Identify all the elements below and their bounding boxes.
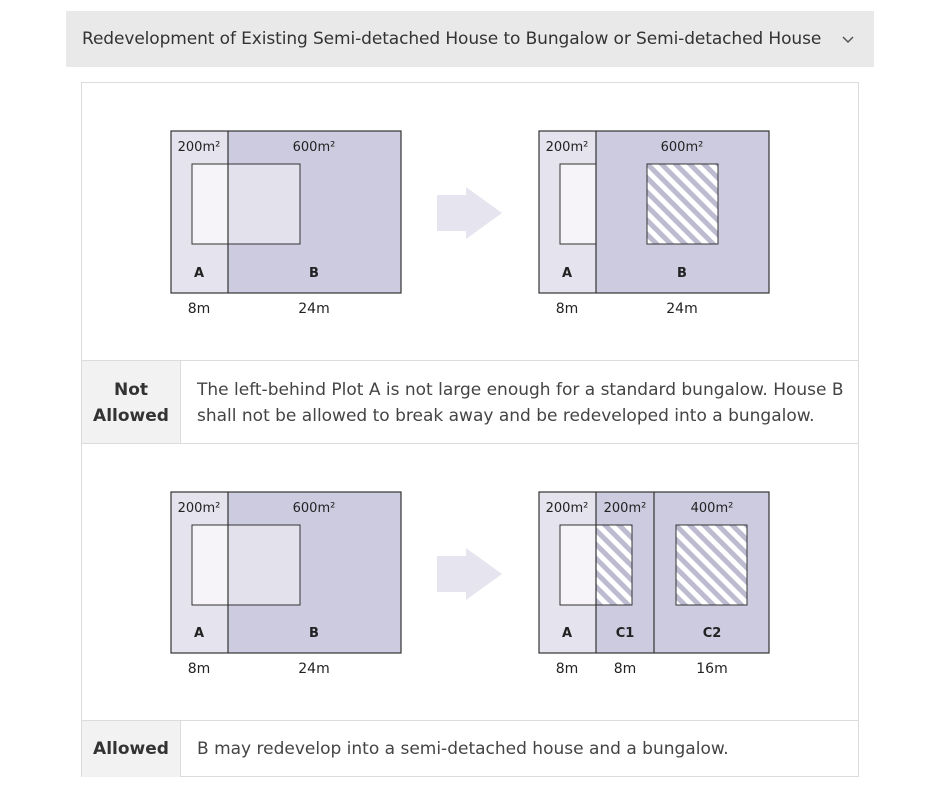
scenario2-diagram <box>82 443 858 721</box>
plot-a-label: A <box>193 266 205 281</box>
house-a <box>560 525 596 605</box>
plot-a-label: A <box>561 266 573 281</box>
area-a-label: 200m² <box>545 501 589 516</box>
house-b <box>228 525 300 605</box>
scenario1-svg <box>82 83 858 360</box>
plot-b-label: B <box>309 626 319 641</box>
new-house-c1 <box>596 525 632 605</box>
area-c2-label: 400m² <box>690 501 734 516</box>
scenario2-after <box>539 492 769 677</box>
scenario2-before <box>171 492 401 677</box>
arrow-right-icon <box>437 548 502 600</box>
area-a-label: 200m² <box>545 140 589 155</box>
area-a-label: 200m² <box>177 501 221 516</box>
house-a <box>192 164 228 244</box>
scenario2-svg <box>82 444 858 720</box>
accordion-panel <box>81 82 859 777</box>
accordion-title: Redevelopment of Existing Semi-detached House to Bungalow or Semi-detached House <box>82 29 822 49</box>
scenario1-before <box>171 131 401 317</box>
house-a <box>560 164 596 244</box>
width-b-label: 24m <box>666 301 698 317</box>
scenario1-verdict <box>82 360 858 444</box>
new-house-b <box>647 164 718 244</box>
width-a-label: 8m <box>555 301 579 317</box>
verdict-text: The left-behind Plot A is not large enough for a standard bungalow. House B shall not be allowed to break away and be redeveloped into a bungalow. <box>197 379 844 426</box>
house-a <box>192 525 228 605</box>
width-a-label: 8m <box>187 301 211 317</box>
area-b-label: 600m² <box>292 501 336 516</box>
plot-a-label: A <box>193 626 205 641</box>
verdict-text: B may redevelop into a semi-detached house and a bungalow. <box>197 739 729 759</box>
accordion-header[interactable] <box>66 11 874 67</box>
scenario1-after <box>539 131 769 317</box>
area-b-label: 600m² <box>660 140 704 155</box>
plot-b-label: B <box>309 266 319 281</box>
verdict-label: Not Allowed <box>82 361 181 444</box>
width-b-label: 24m <box>298 661 330 677</box>
verdict-label: Allowed <box>82 721 181 777</box>
width-c2-label: 16m <box>696 661 728 677</box>
plot-c2-label: C2 <box>702 626 722 641</box>
area-b-label: 600m² <box>292 140 336 155</box>
width-c1-label: 8m <box>613 661 637 677</box>
plot-a-label: A <box>561 626 573 641</box>
area-c1-label: 200m² <box>603 501 647 516</box>
house-b <box>228 164 300 244</box>
chevron-down-icon[interactable] <box>838 29 858 49</box>
plot-b-label: B <box>677 266 687 281</box>
plot-c1-label: C1 <box>615 626 635 641</box>
scenario1-diagram <box>82 83 858 360</box>
arrow-right-icon <box>437 187 502 239</box>
width-b-label: 24m <box>298 301 330 317</box>
scenario2-verdict <box>82 720 858 777</box>
width-a-label: 8m <box>555 661 579 677</box>
area-a-label: 200m² <box>177 140 221 155</box>
new-house-c2 <box>676 525 747 605</box>
width-a-label: 8m <box>187 661 211 677</box>
